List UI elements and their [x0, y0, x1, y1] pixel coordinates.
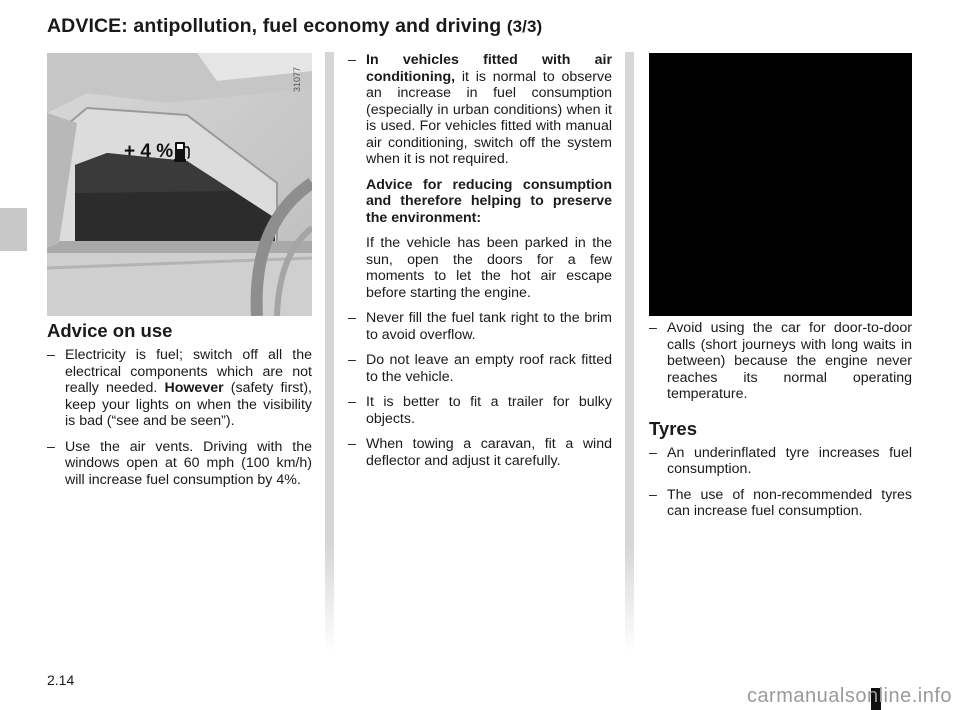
list-item [348, 436, 612, 469]
list-item [348, 52, 612, 168]
item-text: An underinflated tyre increases fuel consumption. [667, 444, 912, 477]
list-dash: – [649, 444, 657, 461]
section-heading: Advice on use [47, 320, 173, 341]
column-divider-right [625, 52, 634, 652]
item-text: Electricity is fuel; switch off all the electrical components which are not really needed. [65, 347, 312, 396]
callout [124, 141, 173, 163]
list-item [649, 320, 912, 403]
item-text: (safety first), keep your lights on when the visibility is bad (“see and be seen”). [65, 380, 313, 429]
watermark: carmanualsonline.info [746, 685, 952, 707]
column-divider-left [325, 52, 334, 652]
middle-column [348, 52, 612, 478]
list-item [47, 347, 312, 430]
tyres-heading: Tyres [649, 417, 697, 439]
advice-on-use-column [47, 320, 312, 497]
section-tab [0, 208, 27, 251]
page-title-text: ADVICE: antipollution, fuel economy and driving [47, 15, 502, 37]
list-dash: – [348, 436, 356, 452]
item-text: Do not leave an empty roof rack fitted to the vehicle. [366, 352, 612, 385]
list-dash: – [47, 438, 55, 455]
list-dash: – [348, 52, 356, 68]
parked-paragraph: If the vehicle has been parked in the sun, open the doors for a few moments to let the hot air escape before starting the engine. [366, 235, 612, 301]
list-item [649, 445, 912, 478]
list-dash: – [649, 486, 657, 503]
fuel-pump-icon [174, 140, 192, 162]
list-item [348, 352, 612, 385]
image-panel [649, 53, 912, 316]
list-item [348, 310, 612, 343]
item-emphasis: However [164, 380, 224, 396]
window-illustration [47, 53, 312, 316]
figure-reference: 31077 [292, 66, 302, 92]
page-title-part: (3/3) [506, 17, 543, 36]
item-text: Avoid using the car for door-to-door calls (short journeys with long waits in between) because the engine never reaches its normal operating temperature. [667, 320, 912, 402]
list-item [348, 394, 612, 427]
environment-heading: Advice for reducing consumption and therefore helping to preserve the environment: [366, 176, 612, 226]
item-text: Never fill the fuel tank right to the brim to avoid overflow. [366, 310, 612, 343]
callout-text: + 4 % [124, 141, 174, 162]
list-item [47, 439, 312, 489]
list-dash: – [47, 347, 55, 363]
item-text: Use the air vents. Driving with the windows open at 60 mph (100 km/h) will increase fuel consumption by 4%. [65, 438, 312, 488]
page-number: 2.14 [47, 672, 75, 688]
item-text: When towing a caravan, fit a wind deflector and adjust it carefully. [366, 436, 612, 469]
list-dash: – [348, 310, 356, 326]
item-text: The use of non-recommended tyres can increase fuel consumption. [667, 486, 912, 519]
right-column [649, 320, 912, 529]
list-item [649, 487, 912, 520]
list-dash: – [348, 352, 356, 368]
item-text: it is normal to observe an increase in fuel consumption (especially in urban conditions) when it is used. For vehicles fitted with manual air conditioning, switch off the system when it is not required. [366, 68, 612, 167]
list-dash: – [348, 394, 356, 410]
item-text: It is better to fit a trailer for bulky objects. [366, 394, 612, 427]
item-emphasis: In vehicles fitted with air conditioning, [366, 52, 612, 85]
list-dash: – [649, 320, 657, 336]
page-title [47, 15, 542, 38]
